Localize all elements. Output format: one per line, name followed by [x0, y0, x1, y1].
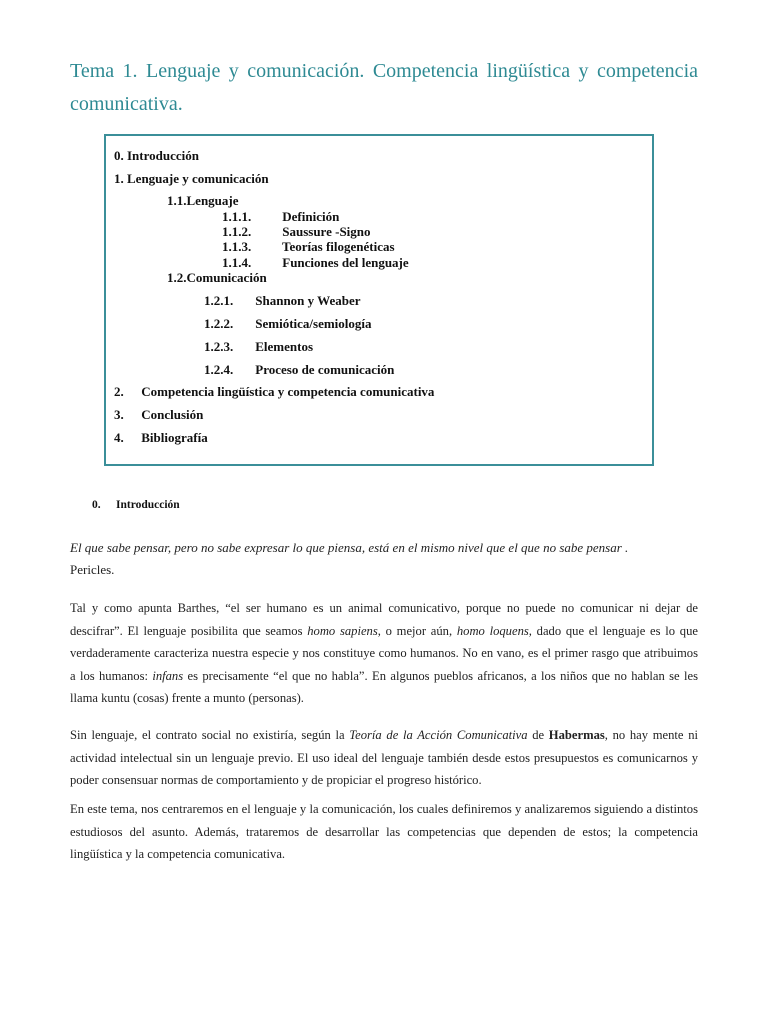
toc-label: Shannon y Weaber — [255, 293, 361, 308]
toc-item — [114, 171, 269, 187]
toc-number: 3. — [114, 407, 124, 422]
epigraph — [70, 537, 710, 581]
toc-number: 1.1.2. — [222, 224, 252, 239]
toc-number: 1.2.1. — [204, 293, 234, 308]
toc-number: 1.1.1. — [222, 209, 252, 224]
toc-item — [204, 362, 394, 378]
text-run: homo loquens, — [456, 623, 532, 638]
toc-item — [222, 255, 409, 271]
toc-label: Elementos — [255, 339, 314, 354]
text-run: infans — [152, 668, 184, 683]
toc-label: Saussure -Signo — [282, 224, 371, 239]
paragraph-1 — [70, 597, 698, 710]
toc-label: Competencia lingüística y competencia comunicativa — [141, 384, 435, 399]
toc-item — [167, 270, 267, 286]
text-run: Habermas — [548, 728, 605, 742]
toc-item — [114, 148, 199, 164]
section-heading — [92, 499, 180, 511]
table-of-contents — [104, 134, 654, 466]
toc-number: 1.2.4. — [204, 362, 234, 377]
toc-item — [114, 407, 203, 423]
paragraph-3: En este tema, nos centraremos en el lenguaje y la comunicación, los cuales definiremos y analizaremos siguiendo a distintos estudiosos del asunto. Además, trataremos de desarrollar las competencias que dependen de estos; la competencia lingüística y la competencia comunicativa. — [70, 802, 698, 861]
toc-number: 1. — [114, 171, 124, 186]
text-run: homo sapiens — [307, 623, 378, 638]
toc-label: Teorías filogenéticas — [282, 239, 395, 254]
text-run: , o mejor aún, — [377, 623, 457, 638]
toc-item — [222, 239, 395, 255]
document-title: Tema 1. Lenguaje y comunicación. Competencia lingüística y competencia comunicativa. — [70, 60, 698, 115]
text-run: Sin lenguaje, el contrato social no existiría, según la — [70, 728, 350, 742]
text-run: es precisamente “el que no habla”. En algunos pueblos africanos, a los niños que no hablan se les llama kuntu (cosas) frente a munto (personas). — [70, 668, 698, 705]
text-run: dado que el lenguaje es lo que verdaderamente caracteriza nuestra especie y nos constituye como humanos. No en vano, es el primer rasgo que atribuimos a los humanos: — [70, 623, 698, 683]
toc-label: Lenguaje — [186, 193, 239, 208]
quote-text: El que sabe pensar, pero no sabe expresar lo que piensa, está en el mismo nivel que el que no sabe pensar . — [70, 540, 629, 555]
toc-item — [114, 384, 434, 400]
toc-item — [114, 430, 208, 446]
toc-number: 1.2. — [167, 270, 187, 285]
toc-item — [204, 339, 313, 355]
toc-label: Conclusión — [141, 407, 204, 422]
text-run: Tal y como apunta Barthes, “el ser humano es un animal comunicativo, porque no puede no comunicar ni dejar de descifrar”. El lenguaje posibilita que seamos — [70, 601, 698, 638]
toc-label: Definición — [282, 209, 340, 224]
toc-number: 1.2.3. — [204, 339, 234, 354]
section-label: Introducción — [116, 499, 180, 511]
toc-number: 1.1.4. — [222, 255, 252, 270]
section-number: 0. — [92, 499, 101, 511]
toc-label: Bibliografía — [141, 430, 208, 445]
toc-label: Lenguaje y comunicación — [127, 171, 269, 186]
toc-label: Semiótica/semiología — [255, 316, 372, 331]
toc-number: 1.2.2. — [204, 316, 234, 331]
toc-item — [204, 316, 372, 332]
toc-label: Proceso de comunicación — [255, 362, 395, 377]
toc-item — [204, 293, 361, 309]
toc-number: 1.1.3. — [222, 239, 252, 254]
text-run: de — [527, 728, 549, 742]
text-run: Teoría de la Acción Comunicativa — [349, 728, 528, 742]
toc-number: 1.1. — [167, 193, 187, 208]
toc-number: 0. — [114, 148, 124, 163]
text-run: , no hay mente ni actividad intelectual sin un lenguaje previo. El uso ideal del lenguaje también desde estos presupuestos es comunicarnos y poder consensuar normas de comportamiento y de propiciar el progreso histórico. — [70, 728, 698, 787]
toc-item — [167, 193, 239, 209]
toc-number: 4. — [114, 430, 124, 445]
quote-author: Pericles. — [70, 562, 115, 577]
toc-item — [222, 224, 371, 240]
toc-label: Funciones del lenguaje — [282, 255, 409, 270]
toc-number: 2. — [114, 384, 124, 399]
toc-label: Introducción — [127, 148, 199, 163]
paragraph-2 — [70, 724, 698, 792]
toc-item — [222, 209, 339, 225]
toc-label: Comunicación — [186, 270, 267, 285]
